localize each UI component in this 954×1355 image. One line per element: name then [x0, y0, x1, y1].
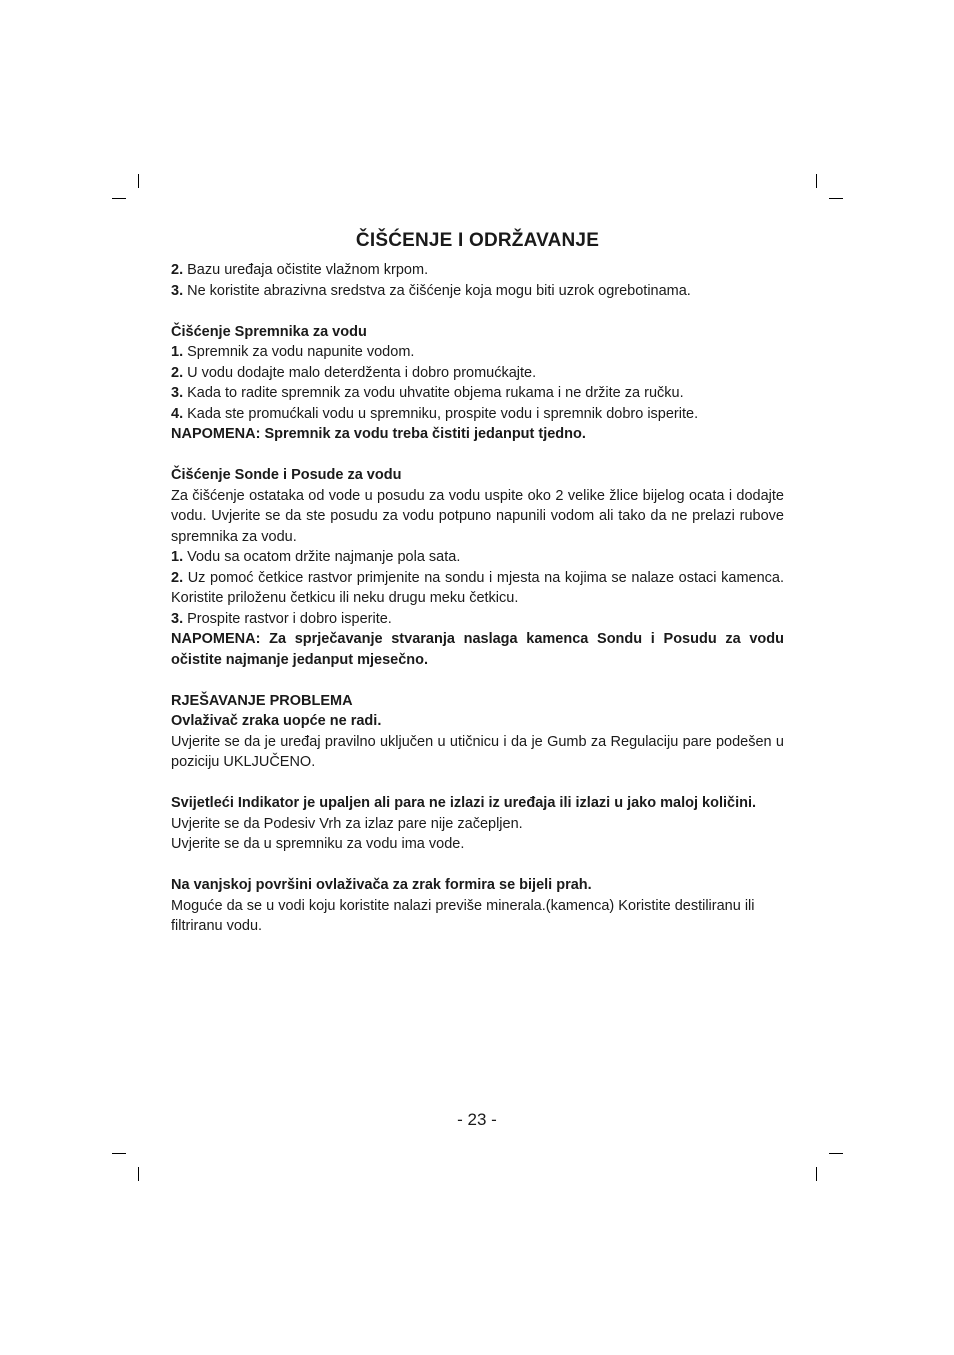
list-item: 1. Spremnik za vodu napunite vodom.	[171, 344, 415, 360]
problem-solution: Moguće da se u vodi koju koristite nalazi previše minerala.(kamenca) Koristite destiliranu ili filtriranu vodu.	[171, 897, 755, 934]
problem-solution: Uvjerite se da je uređaj pravilno uključen u utičnicu i da je Gumb za Regulaciju pare podešen u poziciju UKLJUČENO.	[171, 733, 784, 770]
problem-title: Ovlaživač zraka uopće ne radi.	[171, 713, 382, 729]
section-heading-probe: Čišćenje Sonde i Posude za vodu	[171, 467, 402, 483]
list-item: 2. U vodu dodajte malo deterdženta i dobro promućkajte.	[171, 364, 537, 381]
problem-title: Na vanjskoj površini ovlaživača za zrak formira se bijeli prah.	[171, 877, 592, 893]
page-title: ČIŠĆENJE I ODRŽAVANJE	[355, 230, 600, 251]
list-item: 2. Uz pomoć četkice rastvor primjenite na sondu i mjesta na kojima se nalaze ostaci kamenca. Koristite priloženu četkicu ili neku drugu meku četkicu.	[171, 569, 784, 606]
note-probe: NAPOMENA: Za sprječavanje stvaranja naslaga kamenca Sondu i Posudu za vodu očistite najmanje jedanput mjesečno.	[171, 631, 784, 668]
crop-mark-bottom-right-horizontal	[829, 1153, 843, 1154]
note-tank: NAPOMENA: Spremnik za vodu treba čistiti jedanput tjedno.	[171, 426, 586, 442]
list-item: 3. Kada to radite spremnik za vodu uhvatite objema rukama i ne držite za ručku.	[171, 385, 684, 401]
page-content	[171, 228, 784, 937]
section-heading-troubleshooting: RJEŠAVANJE PROBLEMA	[171, 692, 353, 709]
crop-mark-top-right-vertical	[816, 174, 817, 188]
probe-paragraph: Za čišćenje ostataka od vode u posudu za vodu uspite oko 2 velike žlice bijelog ocata i dodajte vodu. Uvjerite se da ste posudu za vodu potpuno napunili vodom ali tako da ne prelazi rubove spremnika za vodu.	[171, 487, 784, 545]
crop-mark-top-right-horizontal	[829, 198, 843, 199]
crop-mark-bottom-right-vertical	[816, 1167, 817, 1181]
list-item: 2. Bazu uređaja očistite vlažnom krpom.	[171, 262, 429, 278]
list-item: 1. Vodu sa ocatom držite najmanje pola sata.	[171, 549, 461, 565]
page-number: - 23 -	[457, 1110, 497, 1129]
list-item: 4. Kada ste promućkali vodu u spremniku, prospite vodu i spremnik dobro isperite.	[171, 405, 699, 422]
problem-solution: Uvjerite se da Podesiv Vrh za izlaz pare nije začepljen.	[171, 815, 523, 832]
problem-solution: Uvjerite se da u spremniku za vodu ima vode.	[171, 836, 465, 852]
crop-mark-top-left-vertical	[138, 174, 139, 188]
crop-mark-bottom-left-vertical	[138, 1167, 139, 1181]
list-item: 3. Prospite rastvor i dobro isperite.	[171, 610, 392, 627]
section-heading-tank: Čišćenje Spremnika za vodu	[171, 323, 367, 340]
problem-title: Svijetleći Indikator je upaljen ali para ne izlazi iz uređaja ili izlazi u jako maloj količini.	[171, 795, 757, 811]
list-item: 3. Ne koristite abrazivna sredstva za čišćenje koja mogu biti uzrok ogrebotinama.	[171, 282, 691, 299]
crop-mark-bottom-left-horizontal	[112, 1153, 126, 1154]
crop-mark-top-left-horizontal	[112, 198, 126, 199]
